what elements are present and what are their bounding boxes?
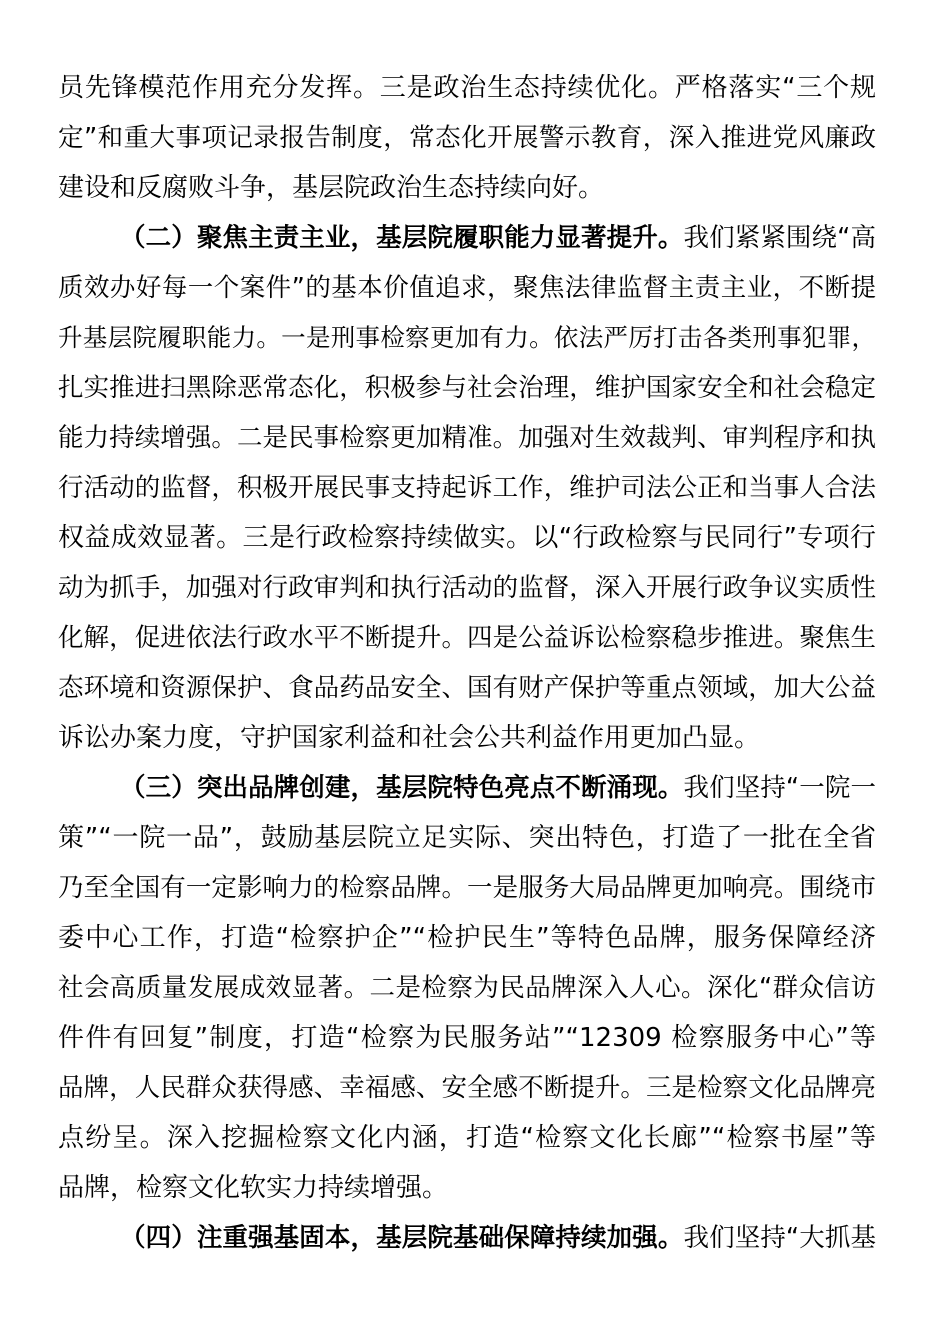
text-line: 员先锋模范作用充分发挥。三是政治生态持续优化。严格落实“三个规 bbox=[58, 73, 876, 103]
text-line: 诉讼办案力度，守护国家利益和社会公共利益作用更加凸显。 bbox=[58, 723, 761, 753]
text-line: 点纷呈。深入挖掘检察文化内涵，打造“检察文化长廊”“检察书屋”等 bbox=[58, 1123, 876, 1153]
text-line: 升基层院履职能力。一是刑事检察更加有力。依法严厉打击各类刑事犯罪， bbox=[58, 323, 876, 352]
section-heading-line: （三）突出品牌创建，基层院特色亮点不断涌现。我们坚持“一院一 bbox=[120, 773, 876, 803]
section-heading-line: （二）聚焦主责主业，基层院履职能力显著提升。我们紧紧围绕“高 bbox=[120, 223, 876, 253]
text-line: 行活动的监督，积极开展民事支持起诉工作，维护司法公正和当事人合法 bbox=[58, 473, 876, 503]
section-heading-4: （四）注重强基固本，基层院基础保障持续加强。 bbox=[120, 1223, 684, 1253]
section-heading-line: （四）注重强基固本，基层院基础保障持续加强。我们坚持“大抓基 bbox=[120, 1223, 876, 1253]
text-line: 扎实推进扫黑除恶常态化，积极参与社会治理，维护国家安全和社会稳定 bbox=[58, 373, 876, 403]
text-line: 建设和反腐败斗争，基层院政治生态持续向好。 bbox=[58, 173, 605, 203]
text-line: 能力持续增强。二是民事检察更加精准。加强对生效裁判、审判程序和执 bbox=[58, 423, 876, 453]
text-line: 化解，促进依法行政水平不断提升。四是公益诉讼检察稳步推进。聚焦生 bbox=[58, 623, 876, 653]
text-line: 件件有回复”制度，打造“检察为民服务站”“12309 检察服务中心”等 bbox=[58, 1023, 876, 1053]
text-line: 定”和重大事项记录报告制度，常态化开展警示教育，深入推进党风廉政 bbox=[58, 123, 876, 153]
section-heading-2: （二）聚焦主责主业，基层院履职能力显著提升。 bbox=[120, 223, 684, 253]
section-heading-3: （三）突出品牌创建，基层院特色亮点不断涌现。 bbox=[120, 773, 684, 803]
text-line: 品牌，人民群众获得感、幸福感、安全感不断提升。三是检察文化品牌亮 bbox=[58, 1073, 876, 1103]
text-line: 品牌，检察文化软实力持续增强。 bbox=[58, 1173, 449, 1203]
text-line: 委中心工作，打造“检察护企”“检护民生”等特色品牌，服务保障经济 bbox=[58, 923, 876, 953]
text-line: 策”“一院一品”，鼓励基层院立足实际、突出特色，打造了一批在全省 bbox=[58, 823, 876, 853]
text-line: 乃至全国有一定影响力的检察品牌。一是服务大局品牌更加响亮。围绕市 bbox=[58, 873, 876, 903]
text-line: 权益成效显著。三是行政检察持续做实。以“行政检察与民同行”专项行 bbox=[58, 523, 876, 553]
text-line: 质效办好每一个案件”的基本价值追求，聚焦法律监督主责主业，不断提 bbox=[58, 273, 876, 303]
text-line: 社会高质量发展成效显著。二是检察为民品牌深入人心。深化“群众信访 bbox=[58, 973, 876, 1003]
text-line: 态环境和资源保护、食品药品安全、国有财产保护等重点领域，加大公益 bbox=[58, 673, 876, 703]
text-line: 动为抓手，加强对行政审判和执行活动的监督，深入开展行政争议实质性 bbox=[58, 573, 876, 603]
